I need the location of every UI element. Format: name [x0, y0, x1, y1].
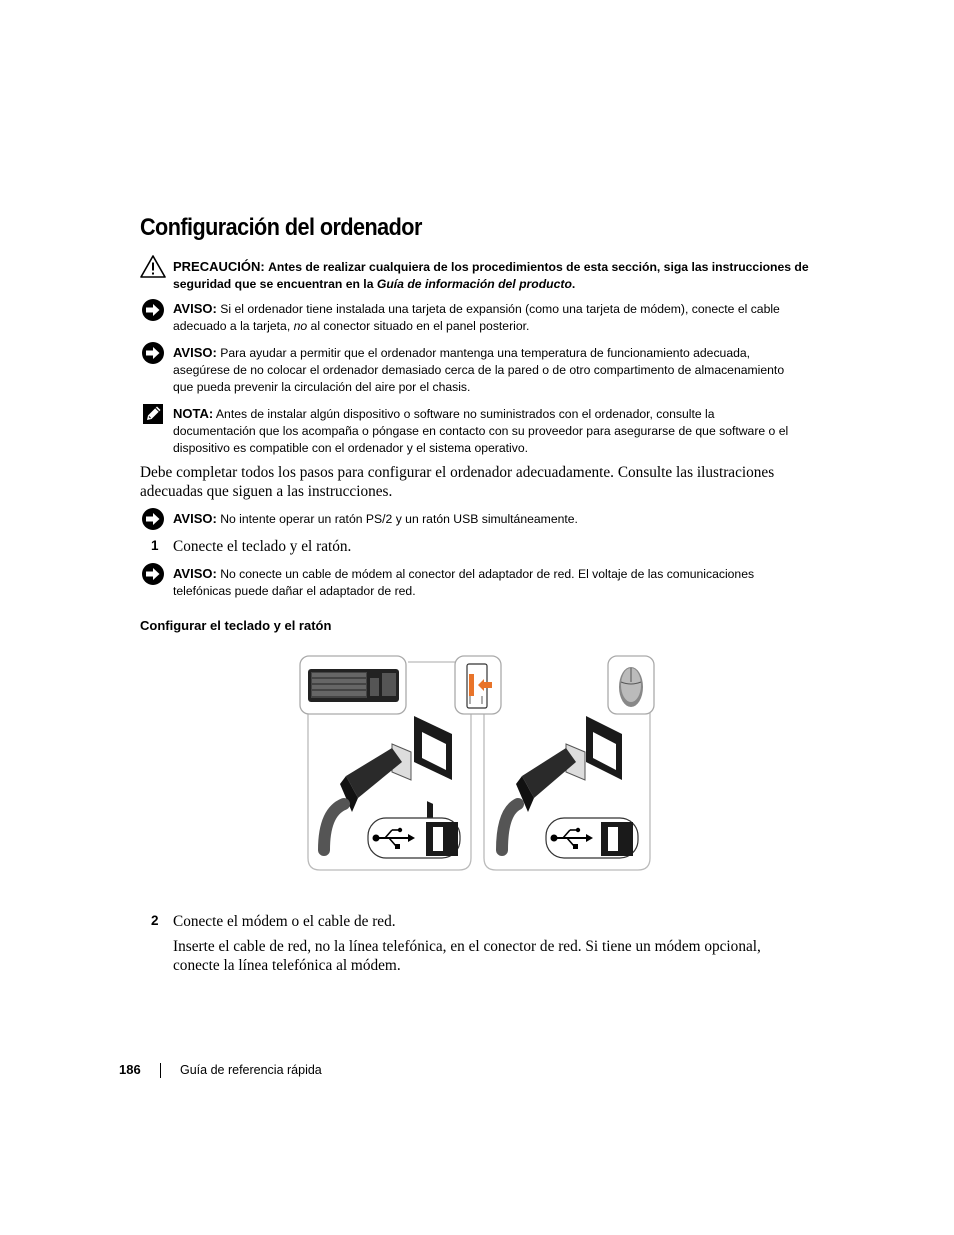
- intro-line1: Debe completar todos los pasos para configurar el ordenador adecuadamente. Consulte las ilustraciones: [140, 464, 775, 481]
- usb-symbol-icon: [368, 818, 460, 858]
- notice-line1: Si el ordenador tiene instalada una tarjeta de expansión (como una tarjeta de módem), conecte el cable: [220, 302, 780, 316]
- step-number: 2: [151, 913, 159, 928]
- note-label: NOTA:: [173, 406, 214, 421]
- caution-line2a: seguridad que se encuentran en la: [173, 277, 377, 291]
- notice-line1: Para ayudar a permitir que el ordenador mantenga una temperatura de funcionamiento adecuada,: [220, 346, 751, 360]
- step-number: 1: [151, 538, 159, 553]
- caution-link-text: Guía de información del producto: [376, 277, 572, 291]
- notice-arrow-icon: [140, 341, 166, 367]
- keyboard-mouse-usb-illustration: [296, 652, 658, 876]
- note-line1: Antes de instalar algún dispositivo o software no suministrados con el ordenador, consulte la: [215, 407, 715, 421]
- notice-emphasis: no: [293, 319, 308, 333]
- step-detail: [173, 937, 823, 975]
- usb-symbol-icon: [546, 818, 638, 858]
- caution-line2c: .: [571, 277, 576, 291]
- note-line3: dispositivo es compatible con el ordenador y el sistema operativo.: [173, 441, 528, 455]
- note-line2: documentación que los acompaña o póngase en contacto con su proveedor para asegurarse de que software o el: [173, 424, 789, 438]
- caution-line1: Antes de realizar cualquiera de los procedimientos de esta sección, siga las instrucciones de: [268, 260, 809, 274]
- caution-notice: [140, 254, 820, 294]
- notice-label: AVISO:: [173, 345, 217, 360]
- notice-line2: telefónicas puede dañar el adaptador de red.: [173, 584, 416, 598]
- notice-arrow-icon: [140, 562, 166, 588]
- notice-line2: asegúrese de no colocar el ordenador demasiado cerca de la pared o de otro compartimento de almacenamiento: [173, 363, 785, 377]
- notice-label: AVISO:: [173, 301, 217, 316]
- step-text: Conecte el teclado y el ratón.: [173, 538, 352, 555]
- note-pencil-icon: [140, 402, 166, 428]
- notice-line2a: adecuado a la tarjeta,: [173, 319, 294, 333]
- usb-port-icon: [586, 716, 622, 780]
- notice-line3: que pueda prevenir la circulación del aire por el chasis.: [173, 380, 471, 394]
- usb-port-icon: [414, 716, 452, 824]
- notice-mouse: [140, 507, 820, 533]
- notice-modem: [140, 562, 820, 602]
- page-title: Configuración del ordenador: [140, 214, 422, 241]
- page-number: 186: [119, 1062, 141, 1077]
- step-detail-line2: conecte la línea telefónica al módem.: [173, 957, 401, 974]
- keyboard-icon: [300, 656, 406, 714]
- back-panel-icon: [455, 656, 501, 714]
- caution-label: PRECAUCIÓN:: [173, 259, 265, 274]
- step-detail-line1: Inserte el cable de red, no la línea telefónica, en el conector de red. Si tiene un módem opcional,: [173, 938, 761, 955]
- notice-line2c: al conector situado en el panel posterior.: [307, 319, 530, 333]
- figure-heading: Configurar el teclado y el ratón: [140, 618, 332, 633]
- notice-label: AVISO:: [173, 511, 217, 526]
- footer-doc-title: Guía de referencia rápida: [180, 1063, 322, 1077]
- notice-arrow-icon: [140, 507, 166, 533]
- notice-line1: No conecte un cable de módem al conector del adaptador de red. El voltaje de las comunicaciones: [220, 567, 755, 581]
- warning-triangle-icon: [140, 254, 166, 280]
- notice-label: AVISO:: [173, 566, 217, 581]
- note-third-party: [140, 402, 820, 458]
- intro-paragraph: [140, 463, 830, 501]
- footer-divider: [160, 1063, 161, 1078]
- notice-temperature: [140, 341, 820, 397]
- notice-expansion-card: [140, 298, 820, 338]
- notice-arrow-icon: [140, 298, 166, 324]
- mouse-icon: [608, 656, 654, 714]
- notice-text: No intente operar un ratón PS/2 y un ratón USB simultáneamente.: [220, 512, 578, 526]
- intro-line2: adecuadas que siguen a las instrucciones.: [140, 483, 393, 500]
- step-text: Conecte el módem o el cable de red.: [173, 913, 396, 930]
